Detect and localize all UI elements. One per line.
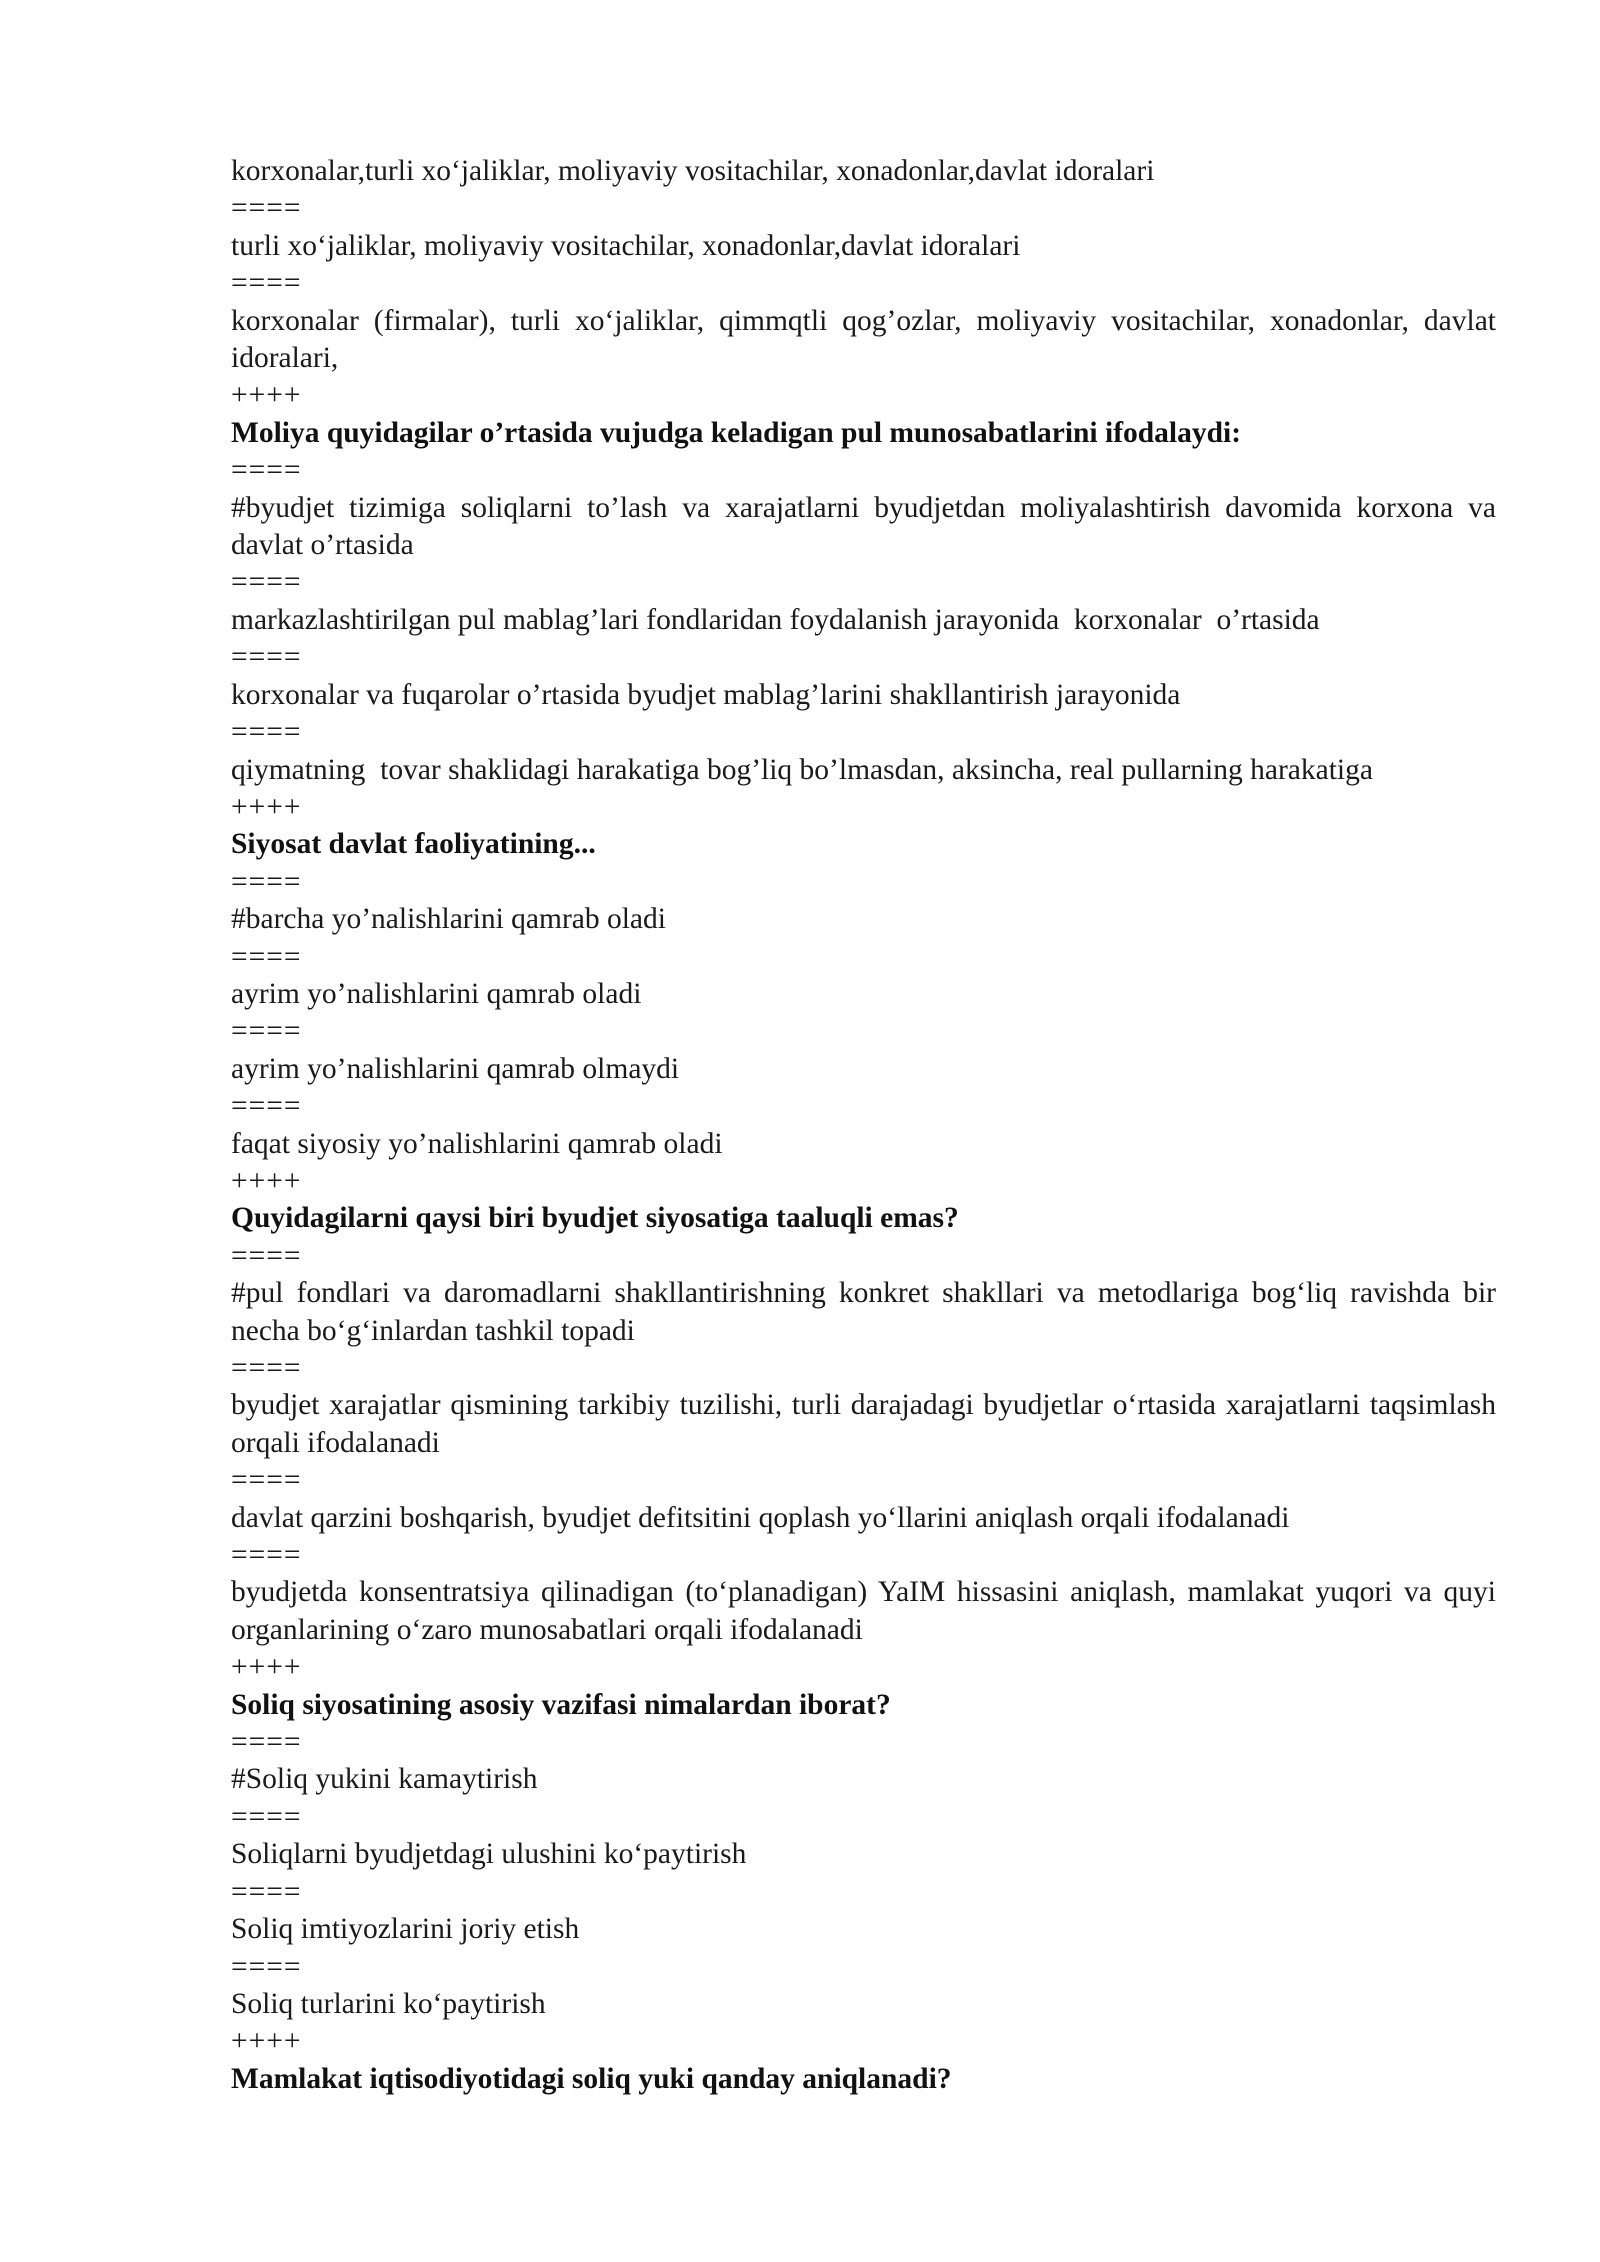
option-separator: ==== — [231, 267, 302, 300]
option-separator: ==== — [231, 1726, 302, 1759]
question-separator: ++++ — [231, 2025, 302, 2058]
option-separator: ==== — [231, 1352, 302, 1384]
answer-option: faqat siyosiy yo’nalishlarini qamrab oladi — [231, 1127, 723, 1160]
question-heading: Moliya quyidagilar o’rtasida vujudga keladigan pul munosabatlarini ifodalaydi: — [231, 416, 1242, 449]
answer-option: davlat qarzini boshqarish, byudjet defitsitini qoplash yo‘llarini aniqlash orqali ifodalanadi — [231, 1501, 1290, 1534]
option-separator: ==== — [231, 1539, 302, 1572]
answer-option: markazlashtirilgan pul mablag’lari fondlaridan foydalanish jarayonida korxonalar o’rtasida — [231, 603, 1320, 636]
answer-option: ayrim yo’nalishlarini qamrab olmaydi — [231, 1052, 680, 1085]
option-separator: ==== — [231, 940, 302, 973]
option-separator: ==== — [231, 641, 302, 674]
correct-answer-option: #Soliq yukini kamaytirish — [231, 1763, 538, 1796]
answer-option: Soliqlarni byudjetdagi ulushini ko‘paytirish — [231, 1838, 747, 1871]
answer-option: korxonalar (firmalar), turli xo‘jaliklar, qimmqtli qog’ozlar, moliyaviy vositachilar, xonadonlar, davlat idoralari, — [231, 304, 1504, 375]
answer-option: korxonalar va fuqarolar o’rtasida byudjet mablag’larini shakllantirish jarayonida — [231, 678, 1181, 711]
answer-option: Soliq turlarini ko‘paytirish — [231, 1987, 546, 2020]
answer-option: ayrim yo’nalishlarini qamrab oladi — [231, 977, 642, 1010]
question-heading: Mamlakat iqtisodiyotidagi soliq yuki qanday aniqlanadi? — [231, 2062, 952, 2095]
option-separator: ==== — [231, 1464, 302, 1497]
option-separator: ==== — [231, 1239, 302, 1272]
question-heading: Soliq siyosatining asosiy vazifasi nimalardan iborat? — [231, 1688, 891, 1721]
option-separator: ==== — [231, 716, 302, 749]
option-separator: ==== — [231, 1015, 302, 1048]
answer-option: byudjet xarajatlar qismining tarkibiy tuzilishi, turli darajadagi byudjetlar o‘rtasida xarajatlarni taqsimlash orqali ifodalanadi — [231, 1389, 1504, 1459]
question-separator: ++++ — [231, 379, 302, 412]
correct-answer-option: #byudjet tizimiga soliqlarni to’lash va xarajatlarni byudjetdan moliyalashtirish davomida korxona va davlat o’rtasida — [231, 491, 1504, 562]
option-separator: ==== — [231, 865, 302, 898]
option-separator: ==== — [231, 454, 302, 487]
option-separator: ==== — [231, 1800, 302, 1833]
answer-option: turli xo‘jaliklar, moliyaviy vositachilar, xonadonlar,davlat idoralari — [231, 229, 1021, 262]
option-separator: ==== — [231, 566, 302, 599]
correct-answer-option: #barcha yo’nalishlarini qamrab oladi — [231, 903, 666, 936]
question-separator: ++++ — [231, 790, 302, 823]
answer-option: qiymatning tovar shaklidagi harakatiga bog’liq bo’lmasdan, aksincha, real pullarning harakatiga — [231, 753, 1373, 786]
option-separator: ==== — [231, 1950, 302, 1983]
answer-option: korxonalar,turli xo‘jaliklar, moliyaviy vositachilar, xonadonlar,davlat idoralari — [231, 155, 1155, 187]
correct-answer-option: #pul fondlari va daromadlarni shakllantirishning konkret shakllari va metodlariga bog‘liq ravishda bir necha bo‘g‘inlardan tashkil topadi — [231, 1277, 1504, 1347]
option-separator: ==== — [231, 1875, 302, 1908]
question-separator: ++++ — [231, 1651, 302, 1684]
question-heading: Siyosat davlat faoliyatining... — [231, 828, 596, 861]
option-separator: ==== — [231, 1090, 302, 1123]
answer-option: byudjetda konsentratsiya qilinadigan (to‘planadigan) YaIM hissasini aniqlash, mamlakat yuqori va quyi organlarining o‘zaro munosabatlari orqali ifodalanadi — [231, 1576, 1504, 1646]
question-heading: Quyidagilarni qaysi biri byudjet siyosatiga taaluqli emas? — [231, 1202, 959, 1235]
question-separator: ++++ — [231, 1164, 302, 1197]
answer-option: Soliq imtiyozlarini joriy etish — [231, 1913, 580, 1946]
option-separator: ==== — [231, 192, 302, 225]
document-page — [231, 153, 1504, 2098]
